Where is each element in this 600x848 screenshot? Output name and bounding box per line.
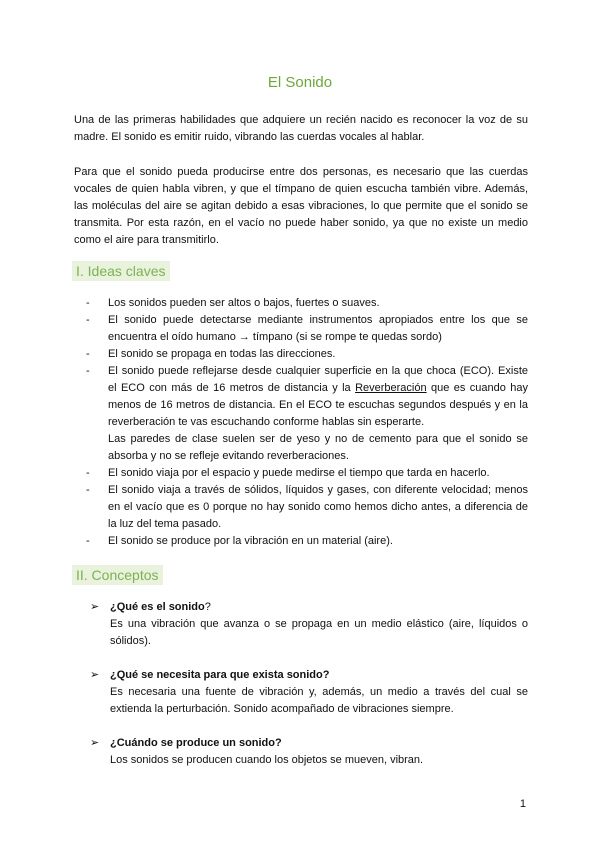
arrow-bullet-icon: ➢ [90,737,100,749]
bullet-dash: - [86,467,90,479]
concept-question: ➢ ¿Qué es el sonido? [90,599,528,616]
concept-answer: Es necesaria una fuente de vibración y, además, un medio a través del cual se extienda la perturbación. Sonido acompañado de vibraciones siempre. [110,686,528,715]
bullet-dash: - [86,297,90,309]
reverberacion-term: Reverberación [355,382,427,394]
bullet-dash: - [86,348,90,360]
list-item: - El sonido viaja a través de sólidos, líquidos y gases, con diferente velocidad; menos en el vacío que es 0 porque no hay sonido como hemos dicho antes, a diferencia de la luz del tema pasado. [86,484,528,530]
section-heading-ideas-claves: I. Ideas claves [72,261,170,281]
concept-item [90,599,528,650]
concept-item [90,735,528,769]
list-item: - El sonido se propaga en todas las direcciones. [86,346,528,363]
intro-paragraph-2: Para que el sonido pueda producirse entre dos personas, es necesario que las cuerdas vocales de quien habla vibren, y que el tímpano de quien escucha también vibre. Además, las moléculas del aire se agitan debido a esas vibraciones, lo que permite que el sonido se transmita. Por esta razón, en el vacío no puede haber sonido, ya que no existe un medio como el aire para transmitirlo. [74,166,528,246]
list-item-continuation: Las paredes de clase suelen ser de yeso y no de cemento para que el sonido se absorba y no se refleje evitando reverberaciones. [108,433,528,462]
list-item: - Los sonidos pueden ser altos o bajos, fuertes o suaves. [86,295,528,312]
concept-item [90,667,528,718]
concept-answer: Los sonidos se producen cuando los objetos se mueven, vibran. [110,754,424,766]
list-item: - El sonido puede reflejarse desde cualquier superficie en la que choca (ECO). Existe el ECO con más de 16 metros de distancia y la Reverberación que es cuando hay menos de 16 metros de distancia. En el ECO te escuchas segundos después y en la reverberación te vas escuchando conforme hablas sin esperarte. Las paredes de clase suelen ser de yeso y no de cemento para que el sonido se absorba y no se refleje evitando reverberaciones. [86,363,528,465]
bullet-dash: - [86,484,90,496]
concept-question: ➢ ¿Qué se necesita para que exista sonido? [90,667,528,684]
arrow-bullet-icon: ➢ [90,669,100,681]
page-number: 1 [519,798,526,810]
list-item: - El sonido viaja por el espacio y puede medirse el tiempo que tarda en hacerlo. [86,465,528,482]
document-title: El Sonido [267,74,333,91]
concept-question: ➢ ¿Cuándo se produce un sonido? [90,735,528,752]
concept-answer: Es una vibración que avanza o se propaga en un medio elástico (aire, líquidos o sólidos). [110,618,528,647]
arrow-bullet-icon: ➢ [90,601,100,613]
list-item: - El sonido se produce por la vibración en un material (aire). [86,533,528,550]
list-item: - El sonido puede detectarse mediante instrumentos apropiados entre los que se encuentra el oído humano → tímpano (si se rompe te quedas sordo) [86,314,528,343]
bullet-dash: - [86,365,90,377]
bullet-dash: - [86,535,90,547]
ideas-claves-list [86,295,528,550]
intro-paragraph-1: Una de las primeras habilidades que adquiere un recién nacido es reconocer la voz de su madre. El sonido es emitir ruido, vibrando las cuerdas vocales al hablar. [74,114,528,143]
bullet-dash: - [86,314,90,326]
section-heading-conceptos: II. Conceptos [72,565,163,585]
